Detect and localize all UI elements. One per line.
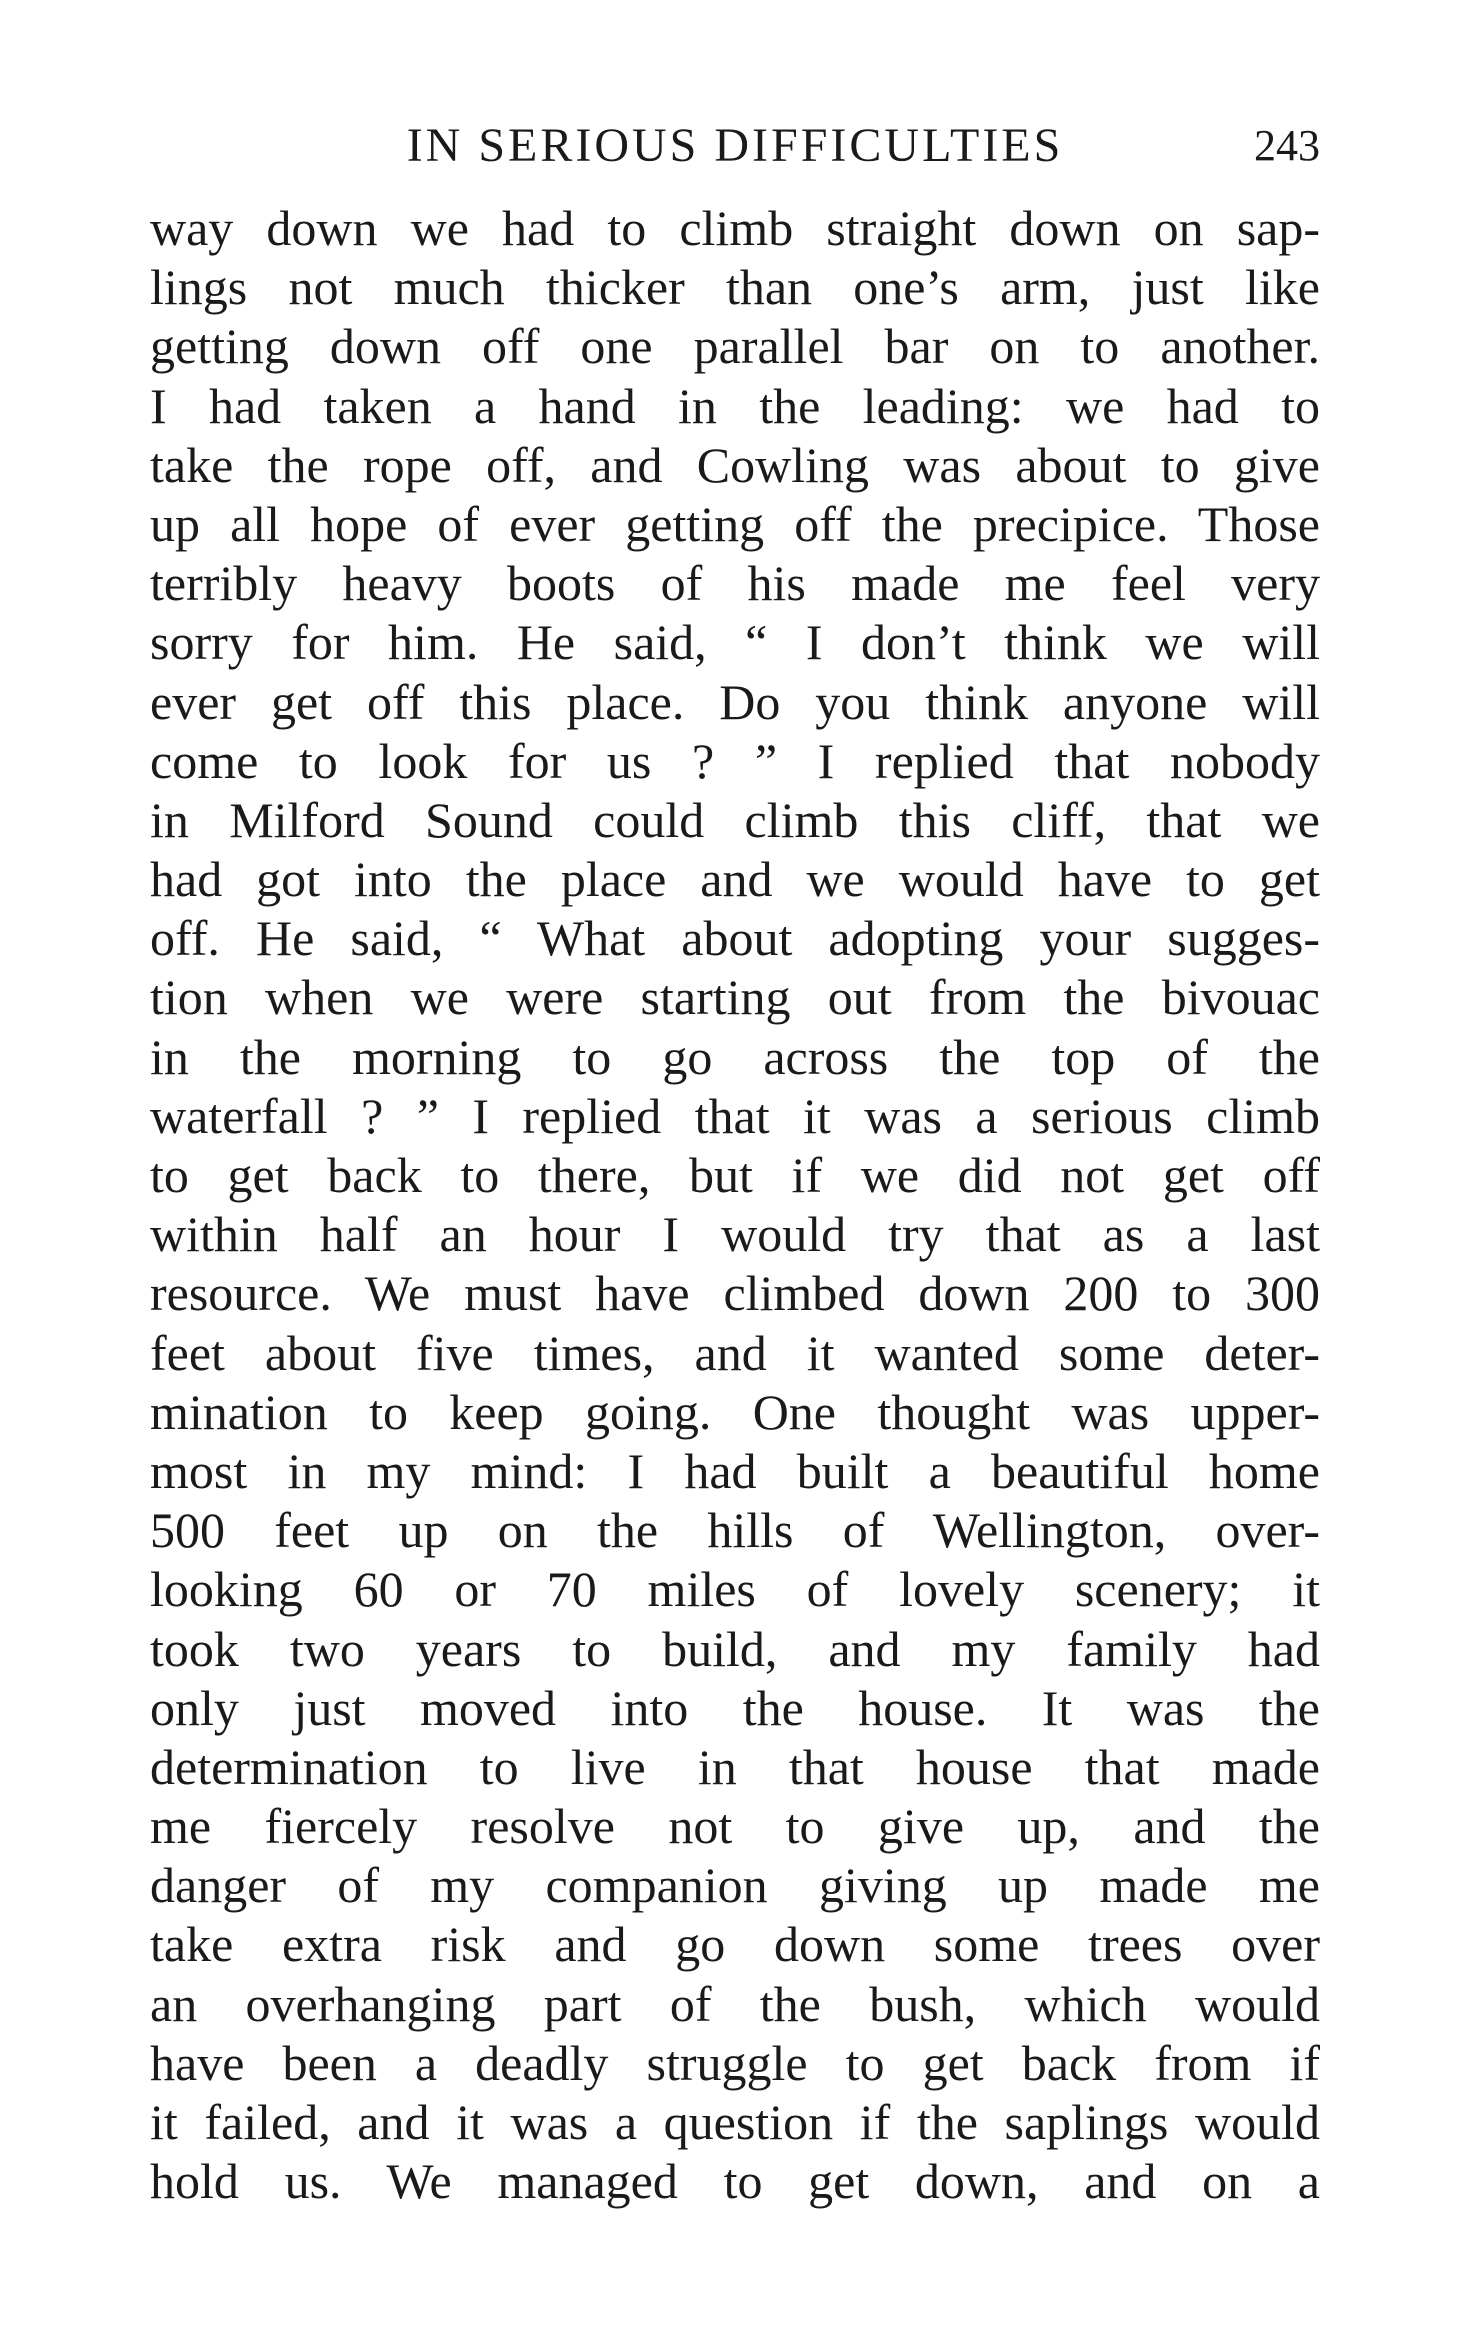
text-line: I had taken a hand in the leading: we had to [150,377,1320,434]
text-line: looking 60 or 70 miles of lovely scenery; it [150,1561,1320,1618]
text-line: mination to keep going. One thought was upper- [150,1383,1320,1440]
text-line: resource. We must have climbed down 200 to 300 [150,1265,1320,1322]
text-line: most in my mind: I had built a beautiful home [150,1442,1320,1499]
text-line: within half an hour I would try that as a last [150,1206,1320,1263]
text-line: feet about five times, and it wanted some deter- [150,1324,1320,1381]
text-line: tion when we were starting out from the bivouac [150,969,1320,1026]
text-line: only just moved into the house. It was the [150,1679,1320,1736]
text-line: take extra risk and go down some trees over [150,1916,1320,1973]
text-line: took two years to build, and my family had [150,1620,1320,1677]
text-line: hold us. We managed to get down, and on a [150,2153,1320,2210]
text-line: sorry for him. He said, “ I don’t think we will [150,614,1320,671]
text-line: take the rope off, and Cowling was about to give [150,436,1320,493]
text-line: waterfall ? ” I replied that it was a serious climb [150,1087,1320,1144]
text-line: in Milford Sound could climb this cliff, that we [150,791,1320,848]
text-line: determination to live in that house that made [150,1738,1320,1795]
chapter-title: IN SERIOUS DIFFICULTIES [406,119,1064,172]
text-line: up all hope of ever getting off the precipice. Those [150,495,1320,552]
text-line: had got into the place and we would have to get [150,851,1320,908]
text-line: in the morning to go across the top of the [150,1028,1320,1085]
text-line: have been a deadly struggle to get back from if [150,2034,1320,2091]
text-line: terribly heavy boots of his made me feel very [150,555,1320,612]
text-line: off. He said, “ What about adopting your sugges- [150,910,1320,967]
text-line: me fiercely resolve not to give up, and the [150,1798,1320,1855]
text-line: lings not much thicker than one’s arm, just like [150,259,1320,316]
text-line: to get back to there, but if we did not get off [150,1147,1320,1203]
text-line: ever get off this place. Do you think anyone will [150,673,1320,730]
text-line: getting down off one parallel bar on to another. [150,318,1320,375]
running-header [150,116,1320,176]
text-line: danger of my companion giving up made me [150,1857,1320,1914]
body-text [150,199,1320,2211]
page-number: 243 [1254,121,1320,170]
text-line: come to look for us ? ” I replied that nobody [150,732,1320,789]
text-line: an overhanging part of the bush, which would [150,1975,1320,2032]
text-line: way down we had to climb straight down on sap- [150,200,1320,256]
text-line: 500 feet up on the hills of Wellington, over- [150,1502,1320,1559]
text-line: it failed, and it was a question if the saplings would [150,2094,1320,2150]
